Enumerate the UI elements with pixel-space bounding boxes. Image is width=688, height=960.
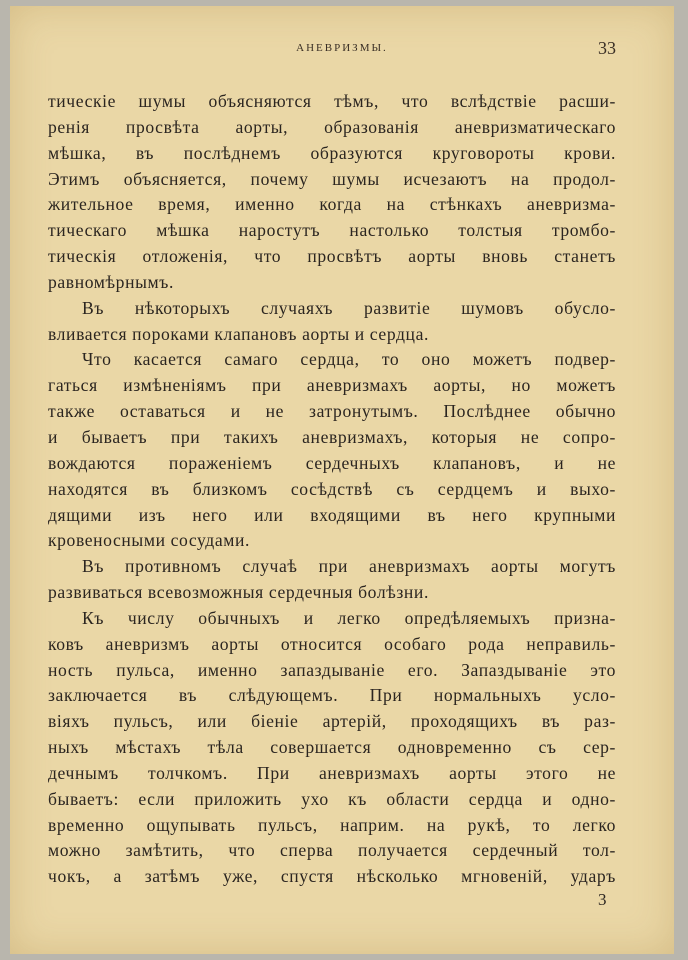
text-line: бываетъ: если приложить ухо къ области сердца и одно- bbox=[48, 788, 616, 809]
text-line: дечнымъ толчкомъ. При аневризмахъ аорты этого не bbox=[48, 762, 616, 783]
text-line: Этимъ объясняется, почему шумы исчезаютъ на продол- bbox=[48, 168, 616, 189]
text-line: тическія отложенія, что просвѣтъ аорты вновь станетъ bbox=[48, 246, 616, 267]
text-line: вливается пороками клапановъ аорты и сердца. bbox=[48, 323, 429, 344]
text-line: Что касается самаго сердца, то оно можетъ подвер- bbox=[82, 349, 616, 370]
text-line: ковъ аневризмъ аорты относится особаго рода неправиль- bbox=[48, 633, 616, 654]
page-number: 33 bbox=[598, 38, 616, 58]
text-line: ность пульса, именно запаздываніе его. Запаздываніе это bbox=[48, 659, 616, 680]
text-line: ренія просвѣта аорты, образованія аневризматическаго bbox=[48, 116, 616, 137]
text-line: заключается въ слѣдующемъ. При нормальныхъ усло- bbox=[48, 685, 616, 706]
text-line: ныхъ мѣстахъ тѣла совершается одновременно съ сер- bbox=[48, 737, 616, 758]
text-line: гаться измѣненіямъ при аневризмахъ аорты, но можетъ bbox=[48, 375, 616, 396]
text-line: Къ числу обычныхъ и легко опредѣляемыхъ призна- bbox=[82, 607, 616, 628]
text-line: дящими изъ него или входящими въ него крупными bbox=[48, 504, 616, 525]
text-line: Въ нѣкоторыхъ случаяхъ развитіе шумовъ обусло- bbox=[82, 297, 616, 318]
text-line: также оставаться и не затронутымъ. Послѣднее обычно bbox=[48, 401, 616, 422]
text-line: тическіе шумы объясняются тѣмъ, что вслѣдствіе расши- bbox=[48, 91, 616, 111]
book-page bbox=[10, 6, 674, 954]
text-line: жительное время, именно когда на стѣнкахъ аневризма- bbox=[48, 194, 616, 215]
text-line: равномѣрнымъ. bbox=[48, 271, 174, 292]
text-line: развиваться всевозможныя сердечныя болѣзни. bbox=[48, 582, 429, 603]
text-line: кровеносными сосудами. bbox=[48, 530, 251, 551]
text-line: находятся въ близкомъ сосѣдствѣ съ сердцемъ и выхо- bbox=[48, 478, 616, 499]
body-text bbox=[48, 89, 616, 890]
text-line: вождаются пораженіемъ сердечныхъ клапановъ, и не bbox=[48, 452, 616, 473]
running-title: АНЕВРИЗМЫ. bbox=[296, 42, 388, 54]
text-line: Въ противномъ случаѣ при аневризмахъ аорты могутъ bbox=[82, 556, 616, 577]
page-header bbox=[10, 38, 674, 58]
signature-mark: 3 bbox=[598, 890, 607, 909]
text-line: віяхъ пульсъ, или біеніе артерій, проходящихъ въ раз- bbox=[48, 711, 616, 732]
text-line: можно замѣтить, что сперва получается сердечный тол- bbox=[48, 840, 616, 861]
text-line: мѣшка, въ послѣднемъ образуются круговороты крови. bbox=[48, 142, 616, 163]
text-line: тическаго мѣшка наростутъ настолько толстыя тромбо- bbox=[48, 220, 616, 241]
text-line: временно ощупывать пульсъ, наприм. на рукѣ, то легко bbox=[48, 814, 616, 835]
text-line: чокъ, а затѣмъ уже, спустя нѣсколько мгновеній, ударъ bbox=[48, 866, 616, 887]
text-line: и бываетъ при такихъ аневризмахъ, которыя не сопро- bbox=[48, 426, 616, 447]
